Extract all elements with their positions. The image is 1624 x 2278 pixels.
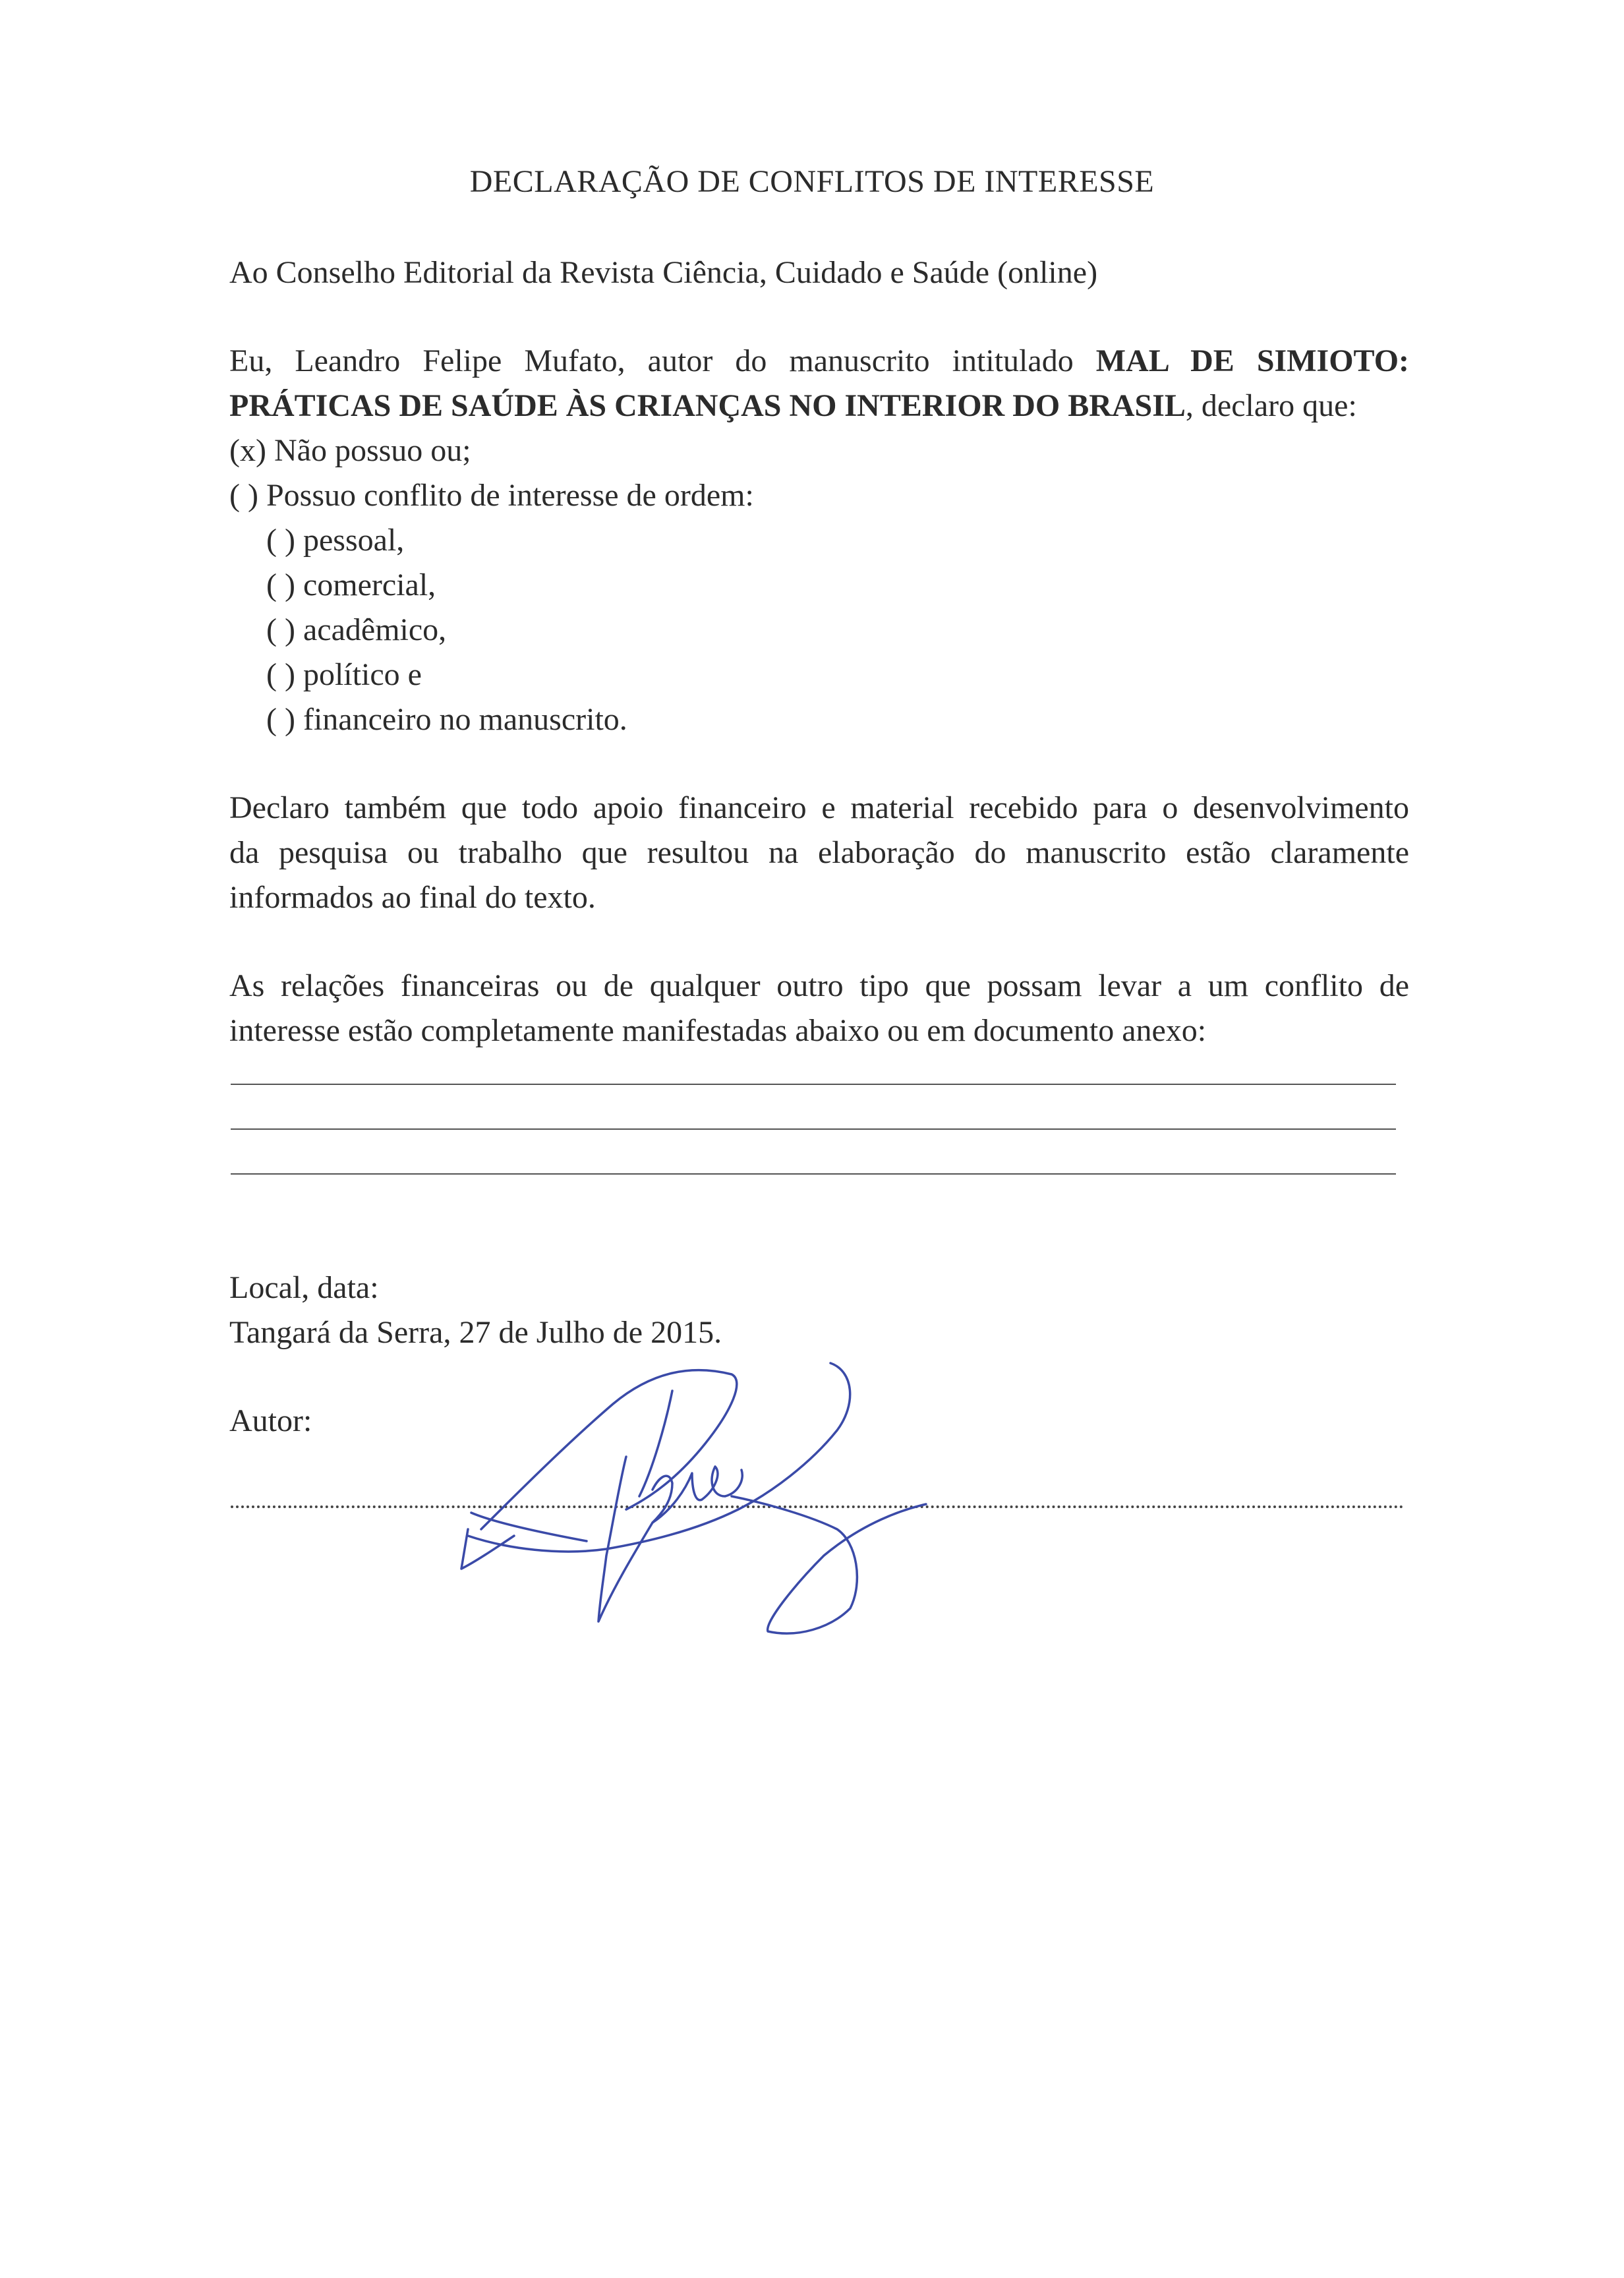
- intro-text: Eu, Leandro Felipe Mufato, autor do manuscrito intitulado: [229, 343, 1074, 378]
- author-label: Autor:: [229, 1403, 312, 1438]
- place-date-label: Local, data:: [229, 1270, 379, 1305]
- support-paragraph-line-1: Declaro também que todo apoio financeiro e material recebido para o desenvolvimento: [229, 790, 1409, 825]
- option-has-conflict: ( ) Possuo conflito de interesse de ordem:: [229, 478, 754, 513]
- relations-paragraph-line-2: interesse estão completamente manifestadas abaixo ou em documento anexo:: [229, 1013, 1207, 1048]
- blank-line-3: [231, 1173, 1396, 1175]
- manuscript-title-part-1: MAL DE SIMIOTO:: [1095, 343, 1410, 378]
- conflict-type-academic: ( ) acadêmico,: [266, 612, 447, 647]
- option-no-conflict: (x) Não possuo ou;: [229, 433, 471, 468]
- conflict-type-financial: ( ) financeiro no manuscrito.: [266, 702, 627, 737]
- relations-paragraph-line-1: As relações financeiras ou de qualquer outro tipo que possam levar a um conflito de: [229, 968, 1409, 1003]
- conflict-type-political: ( ) político e: [266, 657, 422, 692]
- addressee-line: Ao Conselho Editorial da Revista Ciência, Cuidado e Saúde (online): [229, 255, 1098, 290]
- author-signature: [455, 1331, 929, 1641]
- manuscript-title-part-2: PRÁTICAS DE SAÚDE ÀS CRIANÇAS NO INTERIOR DO BRASIL: [229, 388, 1186, 423]
- intro-line-2: [229, 388, 1357, 424]
- conflict-type-personal: ( ) pessoal,: [266, 523, 405, 558]
- support-paragraph-line-2: da pesquisa ou trabalho que resultou na elaboração do manuscrito estão claramente: [229, 835, 1409, 870]
- intro-suffix: , declaro que:: [1185, 388, 1357, 423]
- blank-line-1: [231, 1084, 1396, 1085]
- conflict-type-commercial: ( ) comercial,: [266, 568, 436, 602]
- blank-line-2: [231, 1128, 1396, 1130]
- intro-line-1: [229, 343, 1409, 379]
- document-title: DECLARAÇÃO DE CONFLITOS DE INTERESSE: [469, 164, 1155, 199]
- support-paragraph-line-3: informados ao final do texto.: [229, 880, 596, 915]
- place-date-value: Tangará da Serra, 27 de Julho de 2015.: [229, 1315, 722, 1350]
